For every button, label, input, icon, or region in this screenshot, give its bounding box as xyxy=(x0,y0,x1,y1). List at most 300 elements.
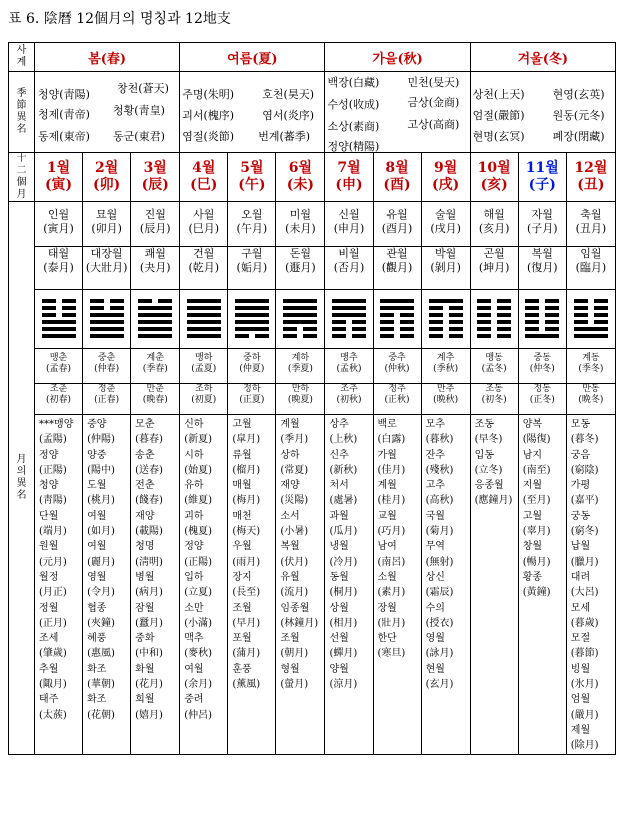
month-alias-item: 한단 xyxy=(377,633,397,645)
hexagram-icon xyxy=(83,290,130,349)
season-phase-name: 조추 (初秋) xyxy=(336,384,362,405)
month-alias-item: (薰風) xyxy=(232,679,261,691)
month-alias-item: 우월 xyxy=(232,541,252,553)
branch-month-name: 인월 (寅月) xyxy=(35,202,82,247)
month-alias-item: 고월 xyxy=(522,510,543,522)
month-header-6 xyxy=(276,153,325,202)
month-alias-item: (暮秋) xyxy=(425,434,454,446)
month-alias-item: (始夏) xyxy=(184,464,213,476)
hexagram-yang-line xyxy=(138,313,172,317)
month-alias-item: (靑陽) xyxy=(39,495,67,507)
month-alias-item: 양월 xyxy=(329,663,349,675)
hexagram-yang-line xyxy=(42,327,76,331)
month-alias-item: (授衣) xyxy=(425,617,454,629)
month-alias-item: (流月) xyxy=(280,587,309,599)
earthly-branch: (午) xyxy=(238,177,266,193)
hexagram-yin-line xyxy=(400,313,414,317)
month-alias-item: 재양 xyxy=(280,480,300,492)
season-phase-name: 만추 (晩秋) xyxy=(433,384,459,405)
hexagram-yin-line xyxy=(525,299,539,303)
hexagram-yang-line xyxy=(90,327,124,331)
hexagram-yin-line xyxy=(449,313,463,317)
season-order-name: 맹춘 (孟春) xyxy=(35,349,82,384)
alias-item: 창천(蒼天) xyxy=(117,82,169,95)
month-alias-item: 궁동 xyxy=(570,510,591,522)
month-alias-item: (維夏) xyxy=(184,495,213,507)
month-alias-item: (暮春) xyxy=(135,434,163,446)
month-number: 10월 xyxy=(477,160,511,176)
spring-alias-cell xyxy=(35,72,180,153)
hexagram-yin-line xyxy=(42,306,56,310)
branch-month-name: 술월 (戌月) xyxy=(422,202,470,247)
hexagram-month-name: 임월 (臨月) xyxy=(567,247,615,290)
hexagram-yin-line xyxy=(400,334,414,338)
month-alias-item: (窮冬) xyxy=(570,526,599,538)
earthly-branch: (未) xyxy=(286,177,315,193)
hexagram-yang-line xyxy=(90,320,124,324)
month-detail-11 xyxy=(518,202,566,415)
month-number: 7월 xyxy=(337,160,361,176)
season-spring: 봄(春) xyxy=(35,43,180,72)
month-alias-item: 복월 xyxy=(280,541,300,553)
hexagram-yin-line xyxy=(283,327,297,331)
month-alias-item: 계월 xyxy=(280,419,300,430)
month-alias-item: (林鐘月) xyxy=(280,617,319,629)
hexagram-yin-line xyxy=(545,320,559,324)
season-order-name: 중하 (仲夏) xyxy=(228,349,275,384)
hexagram-month-name: 곤월 (坤月) xyxy=(471,247,518,290)
month-alias-item: 엄월 xyxy=(570,694,591,706)
month-alias-item: (嚴月) xyxy=(570,709,599,721)
hexagram-yin-line xyxy=(525,313,539,317)
hexagram-yin-line xyxy=(574,320,588,324)
month-alias-item: 고추 xyxy=(425,480,445,492)
month-alias-item: (陽復) xyxy=(522,434,551,446)
month-alias-item: 지월 xyxy=(522,480,543,492)
month-alias-list-1 xyxy=(35,415,83,755)
month-alias-item: 모절 xyxy=(570,633,591,645)
month-alias-item: (病月) xyxy=(135,587,163,599)
branch-month-name: 오월 (午月) xyxy=(228,202,275,247)
month-alias-list-6 xyxy=(276,415,325,755)
season-phase-name: 정추 (正秋) xyxy=(384,384,410,405)
alias-item: 백장(白藏) xyxy=(327,76,380,89)
hexagram-yang-line xyxy=(187,306,221,310)
hexagram-yin-line xyxy=(497,320,511,324)
month-alias-item: 유월 xyxy=(280,571,300,583)
month-alias-item: 괴하 xyxy=(184,510,204,522)
hexagram-yin-line xyxy=(110,299,124,303)
month-alias-item: (災陽) xyxy=(280,495,309,507)
hexagram-yin-line xyxy=(525,327,539,331)
earthly-branch: (子) xyxy=(528,177,556,193)
hexagram-yin-line xyxy=(545,327,559,331)
month-alias-item: (孟陽) xyxy=(39,434,67,446)
month-alias-item: 계월 xyxy=(377,480,397,492)
month-alias-item: (月正) xyxy=(39,587,67,599)
month-alias-item: 월정 xyxy=(39,571,59,583)
hexagram-icon xyxy=(374,290,421,349)
hexagram-yin-line xyxy=(352,334,366,338)
hexagram-yin-line xyxy=(429,313,443,317)
hexagram-yin-line xyxy=(449,327,463,331)
month-alias-item: 빙월 xyxy=(570,663,591,675)
month-alias-item: (應鐘月) xyxy=(474,495,513,507)
summer-alias-cell xyxy=(180,72,325,153)
month-alias-item: 창월 xyxy=(522,541,543,553)
month-alias-item: (桃月) xyxy=(87,495,115,507)
season-autumn: 가을(秋) xyxy=(325,43,470,72)
month-alias-item: 도월 xyxy=(87,480,107,492)
month-alias-item: 양중 xyxy=(87,449,107,461)
hexagram-yin-line xyxy=(429,334,443,338)
month-alias-item: 조세 xyxy=(39,633,59,645)
hexagram-icon xyxy=(325,290,372,349)
alias-item: 염절(炎節) xyxy=(182,130,235,143)
month-alias-item: (高秋) xyxy=(425,495,454,507)
hexagram-yang-line xyxy=(187,299,221,303)
month-alias-item: (嘉平) xyxy=(570,495,599,507)
month-detail-9 xyxy=(421,202,470,415)
month-alias-item: (季月) xyxy=(280,434,309,446)
month-alias-item: 고월 xyxy=(232,419,252,430)
season-order-name: 계동 (季冬) xyxy=(567,349,615,384)
month-alias-item: (佳月) xyxy=(377,464,406,476)
month-alias-item: 전춘 xyxy=(135,480,155,492)
month-alias-list-10 xyxy=(470,415,518,755)
hexagram-yin-line xyxy=(352,327,366,331)
month-alias-item: 모춘 xyxy=(135,419,155,430)
month-alias-item: 병월 xyxy=(135,571,155,583)
hexagram-month-name: 돈월 (遯月) xyxy=(276,247,324,290)
alias-item: 원동(元冬) xyxy=(552,109,605,122)
month-alias-item: 상월 xyxy=(329,602,349,614)
hexagram-yang-line xyxy=(525,334,559,338)
month-alias-item: (瓜月) xyxy=(329,526,358,538)
month-alias-item: 희월 xyxy=(135,694,155,706)
month-alias-item: 상하 xyxy=(280,449,300,461)
month-alias-item: 영월 xyxy=(425,633,445,645)
month-alias-item: (立冬) xyxy=(474,464,503,476)
month-detail-5 xyxy=(228,202,276,415)
autumn-alias-cell xyxy=(325,72,470,153)
hexagram-yang-line xyxy=(235,306,269,310)
season-order-name: 맹동 (孟冬) xyxy=(471,349,518,384)
hexagram-yang-line xyxy=(235,327,269,331)
month-alias-item: (白露) xyxy=(377,434,406,446)
earthly-branch: (卯) xyxy=(93,177,121,193)
month-header-10 xyxy=(470,153,518,202)
month-alias-item: (素月) xyxy=(377,587,406,599)
month-alias-item: (花朝) xyxy=(87,709,115,721)
month-alias-item: 선월 xyxy=(329,633,349,645)
month-alias-item: 중화 xyxy=(135,633,155,645)
hexagram-yang-line xyxy=(187,320,221,324)
alias-item: 현명(玄冥) xyxy=(472,130,525,143)
hexagram-yin-line xyxy=(477,313,491,317)
hexagram-month-name: 대장월 (大壯月) xyxy=(83,247,130,290)
month-alias-item: 소서 xyxy=(280,510,300,522)
hexagram-yin-line xyxy=(42,299,56,303)
hexagram-yin-line xyxy=(429,320,443,324)
month-alias-item: (無射) xyxy=(425,556,454,568)
season-order-name: 중춘 (仲春) xyxy=(83,349,130,384)
hexagram-yang-line xyxy=(235,313,269,317)
row-label-season: 사 계 xyxy=(9,43,35,72)
month-alias-item: 대려 xyxy=(570,571,591,583)
hexagram-yang-line xyxy=(332,313,366,317)
month-alias-item: 재양 xyxy=(135,510,155,522)
month-alias-item: 상추 xyxy=(329,419,349,430)
hexagram-yang-line xyxy=(138,320,172,324)
month-alias-item: 소월 xyxy=(377,571,397,583)
month-alias-item: (淸明) xyxy=(135,556,163,568)
month-alias-item: 정월 xyxy=(39,602,59,614)
hexagram-yin-line xyxy=(158,299,172,303)
hexagram-yang-line xyxy=(90,334,124,338)
month-alias-item: (桂月) xyxy=(377,495,406,507)
month-alias-item: 여월 xyxy=(87,510,107,522)
season-phase-name: 정춘 (正春) xyxy=(94,384,120,405)
month-header-2 xyxy=(83,153,131,202)
hexagram-yin-line xyxy=(594,299,608,303)
month-alias-item: (暮節) xyxy=(570,648,599,660)
hexagram-yang-line xyxy=(574,334,608,338)
alias-item: 엄절(嚴節) xyxy=(472,109,525,122)
month-alias-item: (陽中) xyxy=(87,464,115,476)
hexagram-month-name: 태월 (泰月) xyxy=(35,247,82,290)
hexagram-icon xyxy=(228,290,275,349)
month-alias-item: (黃鐘) xyxy=(522,587,551,599)
month-alias-item: 조월 xyxy=(232,602,252,614)
month-alias-item: (麗月) xyxy=(87,556,115,568)
month-detail-6 xyxy=(276,202,325,415)
month-alias-item: (朝月) xyxy=(280,648,309,660)
hexagram-yin-line xyxy=(477,320,491,324)
month-detail-4 xyxy=(180,202,228,415)
hexagram-yin-line xyxy=(477,299,491,303)
month-alias-item: (相月) xyxy=(329,617,358,629)
month-detail-8 xyxy=(373,202,421,415)
month-alias-item: (上秋) xyxy=(329,434,358,446)
month-header-3 xyxy=(131,153,180,202)
hexagram-yang-line xyxy=(42,334,76,338)
month-alias-item: 가월 xyxy=(377,449,397,461)
hexagram-yin-line xyxy=(62,306,76,310)
month-alias-item: 처서 xyxy=(329,480,349,492)
month-alias-item: ***맹양 xyxy=(39,419,74,430)
month-header-11 xyxy=(518,153,566,202)
month-alias-list-4 xyxy=(180,415,228,755)
hexagram-yin-line xyxy=(255,334,269,338)
month-alias-item: 조월 xyxy=(280,633,300,645)
season-order-name: 중동 (仲冬) xyxy=(519,349,566,384)
hexagram-yin-line xyxy=(497,327,511,331)
branch-month-name: 진월 (辰月) xyxy=(131,202,179,247)
hexagram-yin-line xyxy=(332,320,346,324)
hexagram-yin-line xyxy=(429,327,443,331)
season-phase-name: 조춘 (初春) xyxy=(46,384,72,405)
month-alias-item: 잠월 xyxy=(135,602,155,614)
hexagram-yin-line xyxy=(525,320,539,324)
month-alias-item: 영월 xyxy=(87,571,107,583)
month-alias-item: (新夏) xyxy=(184,434,213,446)
hexagram-yin-line xyxy=(332,334,346,338)
hexagram-yin-line xyxy=(497,299,511,303)
hexagram-icon xyxy=(180,290,227,349)
season-order-name: 계추 (季秋) xyxy=(422,349,470,384)
alias-item: 상천(上天) xyxy=(472,88,525,101)
month-alias-item: 정양 xyxy=(39,449,59,461)
month-number: 5월 xyxy=(240,160,264,176)
hexagram-yin-line xyxy=(380,320,394,324)
hexagram-yang-line xyxy=(90,313,124,317)
hexagram-month-name: 비월 (否月) xyxy=(325,247,372,290)
month-alias-item: 입하 xyxy=(184,571,204,583)
month-alias-item: (暮歲) xyxy=(570,617,599,629)
hexagram-yin-line xyxy=(477,327,491,331)
alias-item: 현영(玄英) xyxy=(552,88,605,101)
hexagram-month-name: 복월 (復月) xyxy=(519,247,566,290)
month-alias-list-11 xyxy=(518,415,566,755)
hexagram-yang-line xyxy=(283,320,317,324)
month-alias-item: (嬉月) xyxy=(135,709,163,721)
season-order-name: 중추 (仲秋) xyxy=(374,349,421,384)
hexagram-yang-line xyxy=(138,306,172,310)
month-alias-item: (立夏) xyxy=(184,587,213,599)
hexagram-yin-line xyxy=(545,299,559,303)
month-detail-1 xyxy=(35,202,83,415)
month-alias-item: (螢月) xyxy=(280,679,309,691)
hexagram-yin-line xyxy=(303,334,317,338)
month-alias-item: (肇歲) xyxy=(39,648,67,660)
month-alias-item: (除月) xyxy=(570,740,599,752)
hexagram-yin-line xyxy=(477,334,491,338)
alias-item: 고상(高商) xyxy=(407,118,460,131)
month-alias-item: (正陽) xyxy=(39,464,67,476)
hexagram-icon xyxy=(567,290,615,349)
month-alias-item: (寒旦) xyxy=(377,648,406,660)
season-order-name: 계하 (季夏) xyxy=(276,349,324,384)
season-phase-name: 정하 (正夏) xyxy=(239,384,265,405)
month-alias-item: (早冬) xyxy=(474,434,503,446)
hexagram-yin-line xyxy=(574,313,588,317)
month-alias-item: 모세 xyxy=(570,602,591,614)
month-alias-item: (花月) xyxy=(135,679,163,691)
hexagram-yang-line xyxy=(380,306,414,310)
month-number: 8월 xyxy=(385,160,409,176)
month-alias-item: 청명 xyxy=(135,541,155,553)
season-winter: 겨울(冬) xyxy=(470,43,615,72)
month-alias-item: 원월 xyxy=(39,541,59,553)
month-alias-item: 정양 xyxy=(184,541,204,553)
hexagram-icon xyxy=(131,290,179,349)
hexagram-month-name: 구월 (姤月) xyxy=(228,247,275,290)
month-alias-item: (蟬月) xyxy=(329,648,358,660)
earthly-branch: (酉) xyxy=(383,177,411,193)
month-alias-list-9 xyxy=(421,415,470,755)
month-alias-item: (壯月) xyxy=(377,617,406,629)
month-alias-item: (皐月) xyxy=(232,434,261,446)
branch-month-name: 축월 (丑月) xyxy=(567,202,615,247)
earthly-branch: (亥) xyxy=(480,177,508,193)
hexagram-yin-line xyxy=(380,313,394,317)
month-alias-item: (小暑) xyxy=(280,526,309,538)
season-order-name: 계춘 (季春) xyxy=(131,349,179,384)
month-alias-item: (端月) xyxy=(39,526,67,538)
hexagram-yin-line xyxy=(497,313,511,317)
month-alias-item: (窮陰) xyxy=(570,464,599,476)
month-alias-item: 훈풍 xyxy=(232,663,252,675)
winter-alias-cell xyxy=(470,72,615,153)
month-alias-item: (玄月) xyxy=(425,679,454,691)
month-alias-item: 임종월 xyxy=(280,602,310,614)
month-alias-item: 포월 xyxy=(232,633,252,645)
month-alias-item: (仲陽) xyxy=(87,434,115,446)
hexagram-yang-line xyxy=(138,327,172,331)
hexagram-icon xyxy=(519,290,566,349)
month-alias-list-3 xyxy=(131,415,180,755)
month-header-1 xyxy=(35,153,83,202)
month-alias-item: 맥추 xyxy=(184,633,204,645)
row-label-month-alias: 月 의 異 名 xyxy=(9,202,35,755)
month-alias-item: 황종 xyxy=(522,571,543,583)
month-alias-item: (雨月) xyxy=(232,556,261,568)
month-alias-item: (餞春) xyxy=(135,495,163,507)
season-phase-name: 만하 (晩夏) xyxy=(287,384,313,405)
month-alias-item: 시하 xyxy=(184,449,204,461)
hexagram-yin-line xyxy=(90,299,104,303)
row-label-twelve-months: 十 二 個 月 xyxy=(9,153,35,202)
month-alias-item: (暮冬) xyxy=(570,434,599,446)
hexagram-yin-line xyxy=(449,306,463,310)
hexagram-yin-line xyxy=(525,306,539,310)
branch-month-name: 자월 (子月) xyxy=(519,202,566,247)
month-alias-item: (如月) xyxy=(87,526,115,538)
month-alias-item: 혜풍 xyxy=(87,633,107,645)
alias-item: 폐장(閉藏) xyxy=(552,130,605,143)
branch-month-name: 신월 (申月) xyxy=(325,202,372,247)
month-alias-item: (夾鐘) xyxy=(87,617,115,629)
hexagram-yin-line xyxy=(594,306,608,310)
hexagram-icon xyxy=(35,290,82,349)
hexagram-yin-line xyxy=(380,334,394,338)
hexagram-yang-line xyxy=(187,327,221,331)
month-alias-item: 단월 xyxy=(39,510,59,522)
hexagram-yin-line xyxy=(449,320,463,324)
month-header-12 xyxy=(566,153,615,202)
month-alias-item: (惠風) xyxy=(87,648,115,660)
month-alias-item: 태주 xyxy=(39,694,59,706)
hexagram-month-name: 건월 (乾月) xyxy=(180,247,227,290)
season-phase-name: 조동 (初冬) xyxy=(481,384,507,405)
hexagram-yin-line xyxy=(138,299,152,303)
month-alias-item: 모추 xyxy=(425,419,445,430)
alias-item: 금상(金商) xyxy=(407,96,460,109)
month-alias-item: 현월 xyxy=(425,663,445,675)
month-alias-list-2 xyxy=(83,415,131,755)
month-alias-item: 상신 xyxy=(425,571,445,583)
month-alias-list-5 xyxy=(228,415,276,755)
month-alias-item: (令月) xyxy=(87,587,115,599)
hexagram-yin-line xyxy=(545,313,559,317)
month-alias-item: 여월 xyxy=(184,663,204,675)
branch-month-name: 미월 (未月) xyxy=(276,202,324,247)
month-alias-item: 교월 xyxy=(377,510,397,522)
hexagram-yin-line xyxy=(235,334,249,338)
month-header-4 xyxy=(180,153,228,202)
hexagram-yin-line xyxy=(497,306,511,310)
